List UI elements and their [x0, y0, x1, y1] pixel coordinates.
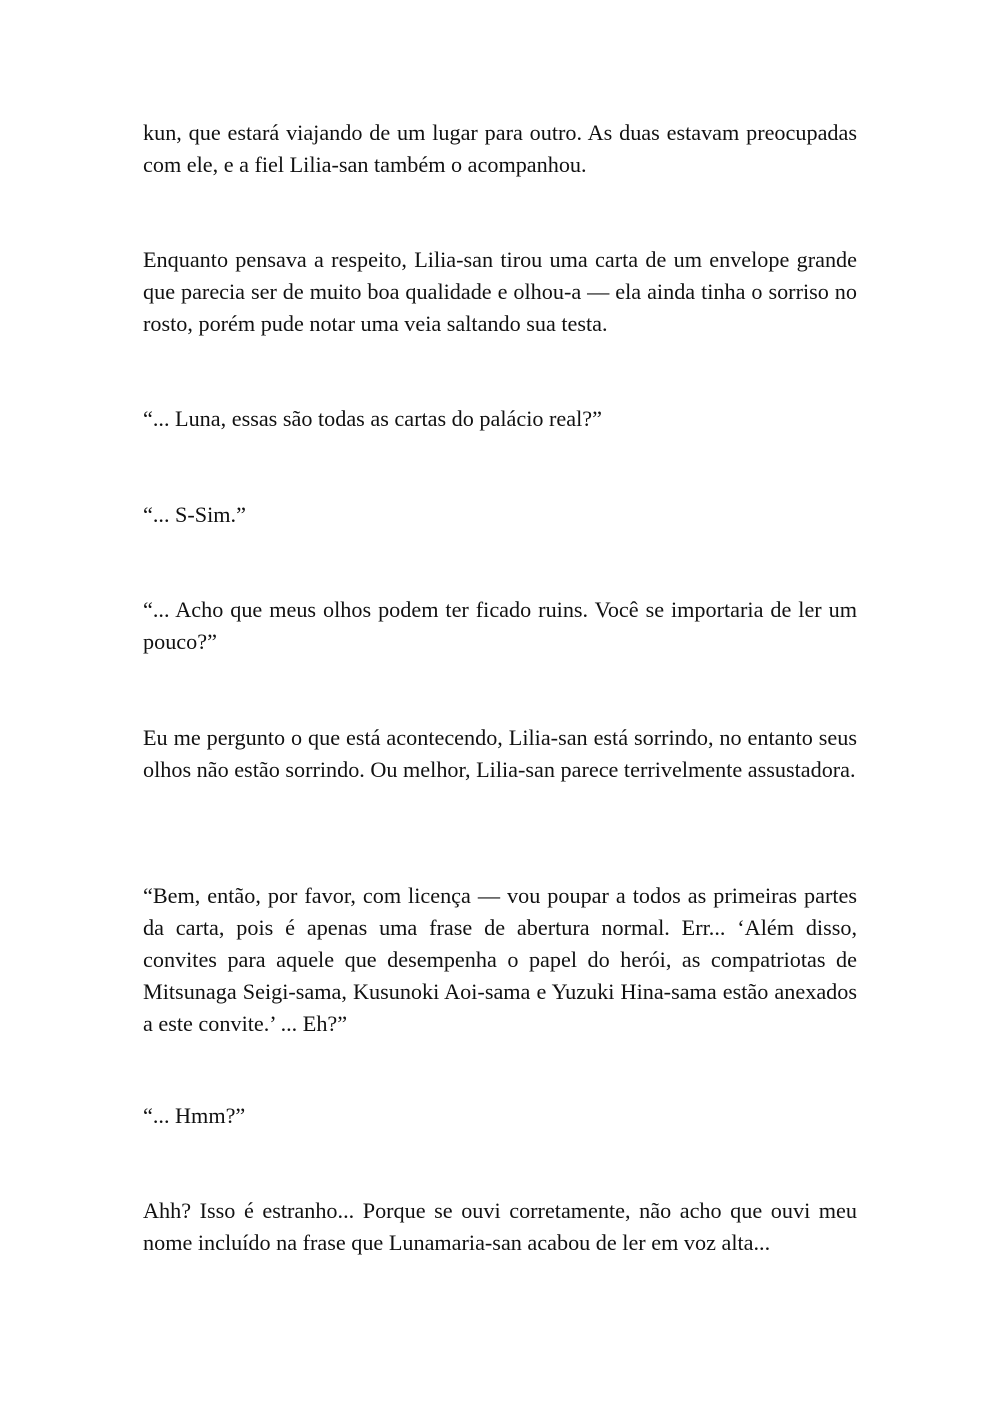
dialogue-line-1: “... Luna, essas são todas as cartas do palácio real?”: [143, 406, 602, 431]
dialogue-line-2: “... S-Sim.”: [143, 502, 246, 527]
paragraph-3: Eu me pergunto o que está acontecendo, Lilia-san está sorrindo, no entanto seus olhos não estão sorrindo. Ou melhor, Lilia-san parece terrivelmente assustadora.: [143, 725, 857, 782]
dialogue-line-3: “... Acho que meus olhos podem ter ficado ruins. Você se importaria de ler um pouco?”: [143, 597, 857, 654]
paragraph-1: kun, que estará viajando de um lugar para outro. As duas estavam preocupadas com ele, e a fiel Lilia-san também o acompanhou.: [143, 120, 857, 177]
paragraph-4: Ahh? Isso é estranho... Porque se ouvi corretamente, não acho que ouvi meu nome incluído na frase que Lunamaria-san acabou de ler em voz alta...: [143, 1198, 857, 1255]
dialogue-line-5: “... Hmm?”: [143, 1103, 246, 1128]
dialogue-line-4: “Bem, então, por favor, com licença — vou poupar a todos as primeiras partes da carta, pois é apenas uma frase de abertura normal. Err... ‘Além disso, convites para aquele que desempenha o papel do herói, as compatriotas de Mitsunaga Seigi-sama, Kusunoki Aoi-sama e Yuzuki Hina-sama estão anexados a este convite.’ ... Eh?”: [143, 883, 857, 1036]
paragraph-2: Enquanto pensava a respeito, Lilia-san tirou uma carta de um envelope grande que parecia ser de muito boa qualidade e olhou-a — ela ainda tinha o sorriso no rosto, porém pude notar uma veia saltando sua testa.: [143, 247, 857, 336]
